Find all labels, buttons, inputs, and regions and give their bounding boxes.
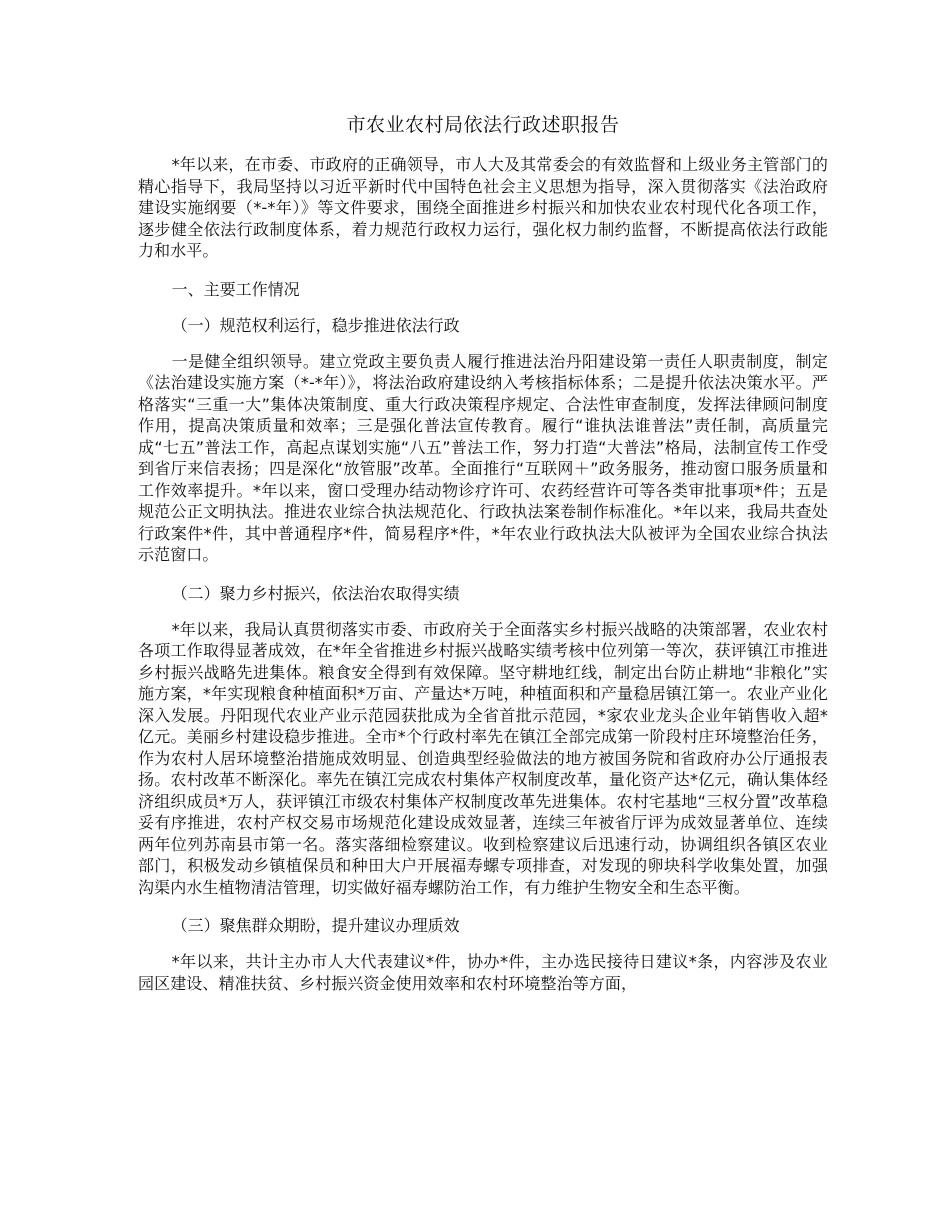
subsection-heading-3: （三）聚焦群众期盼，提升建议办理质效 [171,916,460,935]
document-page [138,110,828,994]
subsection-body-3: *年以来，共计主办市人大代表建议*件，协办*件，主办选民接待日建议*条，内容涉及农业园区建设、精准扶贫、乡村振兴资金使用效率和农村环境整治等方面， [138,952,828,993]
subsection-body-1: 一是健全组织领导。建立党政主要负责人履行推进法治丹阳建设第一责任人职责制度，制定《法治建设实施方案（*-*年）》，将法治政府建设纳入考核指标体系；二是提升依法决策水平。严格落实“三重一大”集体决策制度、重大行政决策程序规定、合法性审查制度，发挥法律顾问制度作用，提高决策质量和效率；三是强化普法宣传教育。履行“谁执法谁普法”责任制，高质量完成“七五”普法工作，高起点谋划实施“八五”普法工作，努力打造“大普法”格局，法制宣传工作受到省厅来信表扬；四是深化“放管服”改革。全面推行“互联网＋”政务服务，推动窗口服务质量和工作效率提升。*年以来，窗口受理办结动物诊疗许可、农药经营许可等各类审批事项*件；五是规范公正文明执法。推进农业综合执法规范化、行政执法案卷制作标准化。*年以来，我局共查处行政案件*件，其中普通程序*件，简易程序*件，*年农业行政执法大队被评为全国农业综合执法示范窗口。 [138,351,828,564]
intro-paragraph: *年以来，在市委、市政府的正确领导，市人大及其常委会的有效监督和上级业务主管部门的精心指导下，我局坚持以习近平新时代中国特色社会主义思想为指导，深入贯彻落实《法治政府建设实施纲要（*-*年）》等文件要求，围绕全面推进乡村振兴和加快农业农村现代化各项工作，逐步健全依法行政制度体系，着力规范行政权力运行，强化权力制约监督，不断提高依法行政能力和水平。 [138,155,828,260]
subsection-heading-1: （一）规范权利运行，稳步推进依法行政 [171,315,460,335]
subsection-body-2: *年以来，我局认真贯彻落实市委、市政府关于全面落实乡村振兴战略的决策部署，农业农村各项工作取得显著成效，在*年全省推进乡村振兴战略实绩考核中位列第一等次，获评镇江市推进乡村振兴战略先进集体。粮食安全得到有效保障。坚守耕地红线，制定出台防止耕地“非粮化”实施方案，*年实现粮食种植面积*万亩、产量达*万吨，种植面积和产量稳居镇江第一。农业产业化深入发展。丹阳现代农业产业示范园获批成为全省首批示范园，*家农业龙头企业年销售收入超*亿元。美丽乡村建设稳步推进。全市*个行政村率先在镇江全部完成第一阶段村庄环境整治任务，作为农村人居环境整治措施成效明显、创造典型经验做法的地方被国务院和省政府办公厅通报表扬。农村改革不断深化。率先在镇江完成农村集体产权制度改革，量化资产达*亿元，确认集体经济组织成员*万人，获评镇江市级农村集体产权制度改革先进集体。农村宅基地“三权分置”改革稳妥有序推进，农村产权交易市场规范化建设成效显著，连续三年被省厅评为成效显著单位、连续两年位列苏南县市第一名。落实落细检察建议。收到检察建议后迅速行动，协调组织各镇区农业部门，积极发动乡镇植保员和种田大户开展福寿螺专项排查，对发现的卵块科学收集处置，加强沟渠内水生植物清洁管理，切实做好福寿螺防治工作，有力维护生物安全和生态平衡。 [138,619,828,897]
section-heading-main-work: 一、主要工作情况 [171,279,300,299]
subsection-heading-2: （二）聚力乡村振兴，依法治农取得实绩 [171,583,460,603]
document-title: 市农业农村局依法行政述职报告 [346,114,620,136]
